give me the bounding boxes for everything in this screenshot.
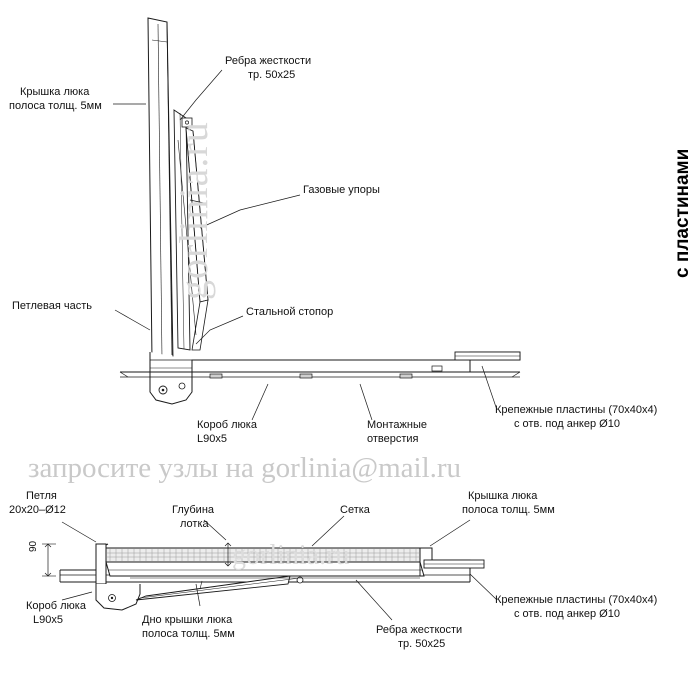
label-mesh: Сетка (340, 504, 370, 516)
label-hatch-cover-top-line2: полоса толщ. 5мм (9, 100, 102, 112)
label-tray-depth-line1: Глубина (172, 504, 215, 516)
label-hatch-cover-bottom-line1: Крышка люка (468, 490, 538, 502)
label-steel-stopper: Стальной стопор (246, 306, 334, 318)
sheet-title-vertical: с пластинами (672, 148, 693, 278)
label-ribs-bottom-line2: тр. 50х25 (398, 638, 446, 650)
label-ribs-top-line1: Ребра жесткости (225, 55, 312, 67)
label-cover-bottom-line2: полоса толщ. 5мм (142, 628, 235, 640)
label-tray-depth-line2: лотка (180, 518, 209, 530)
label-hatch-box-top-line2: L90х5 (197, 433, 227, 445)
watermark-vertical: gorlinia.ru (171, 121, 216, 300)
label-hinge-line1: Петля (26, 490, 57, 502)
label-hatch-box-bottom-line2: L90х5 (33, 614, 63, 626)
label-ribs-bottom-line1: Ребра жесткости (376, 624, 463, 636)
label-fixing-plates-top-line1: Крепежные пластины (70х40х4) (495, 404, 658, 416)
label-mount-holes-line1: Монтажные (367, 419, 427, 431)
label-gas-struts: Газовые упоры (303, 184, 380, 196)
label-ribs-top-line2: тр. 50х25 (248, 69, 296, 81)
watermark-banner: запросите узлы на gorlinia@mail.ru (28, 452, 462, 484)
label-hatch-box-bottom-line1: Короб люка (26, 600, 86, 612)
label-hatch-cover-bottom-line2: полоса толщ. 5мм (462, 504, 555, 516)
label-hatch-cover-top-line1: Крышка люка (20, 86, 90, 98)
label-fixing-plates-bottom-line2: с отв. под анкер Ø10 (514, 608, 620, 620)
label-fixing-plates-top-line2: с отв. под анкер Ø10 (514, 418, 620, 430)
label-cover-bottom-line1: Дно крышки люка (142, 614, 233, 626)
label-hinge-part: Петлевая часть (12, 300, 92, 312)
label-fixing-plates-bottom-line1: Крепежные пластины (70х40х4) (495, 594, 658, 606)
label-hatch-box-top-line1: Короб люка (197, 419, 257, 431)
watermark-middle: gorlinia.ru (232, 540, 350, 571)
dimension-90: 90 (28, 540, 39, 552)
label-mount-holes-line2: отверстия (367, 433, 419, 445)
label-hinge-line2: 20х20–Ø12 (9, 504, 66, 516)
